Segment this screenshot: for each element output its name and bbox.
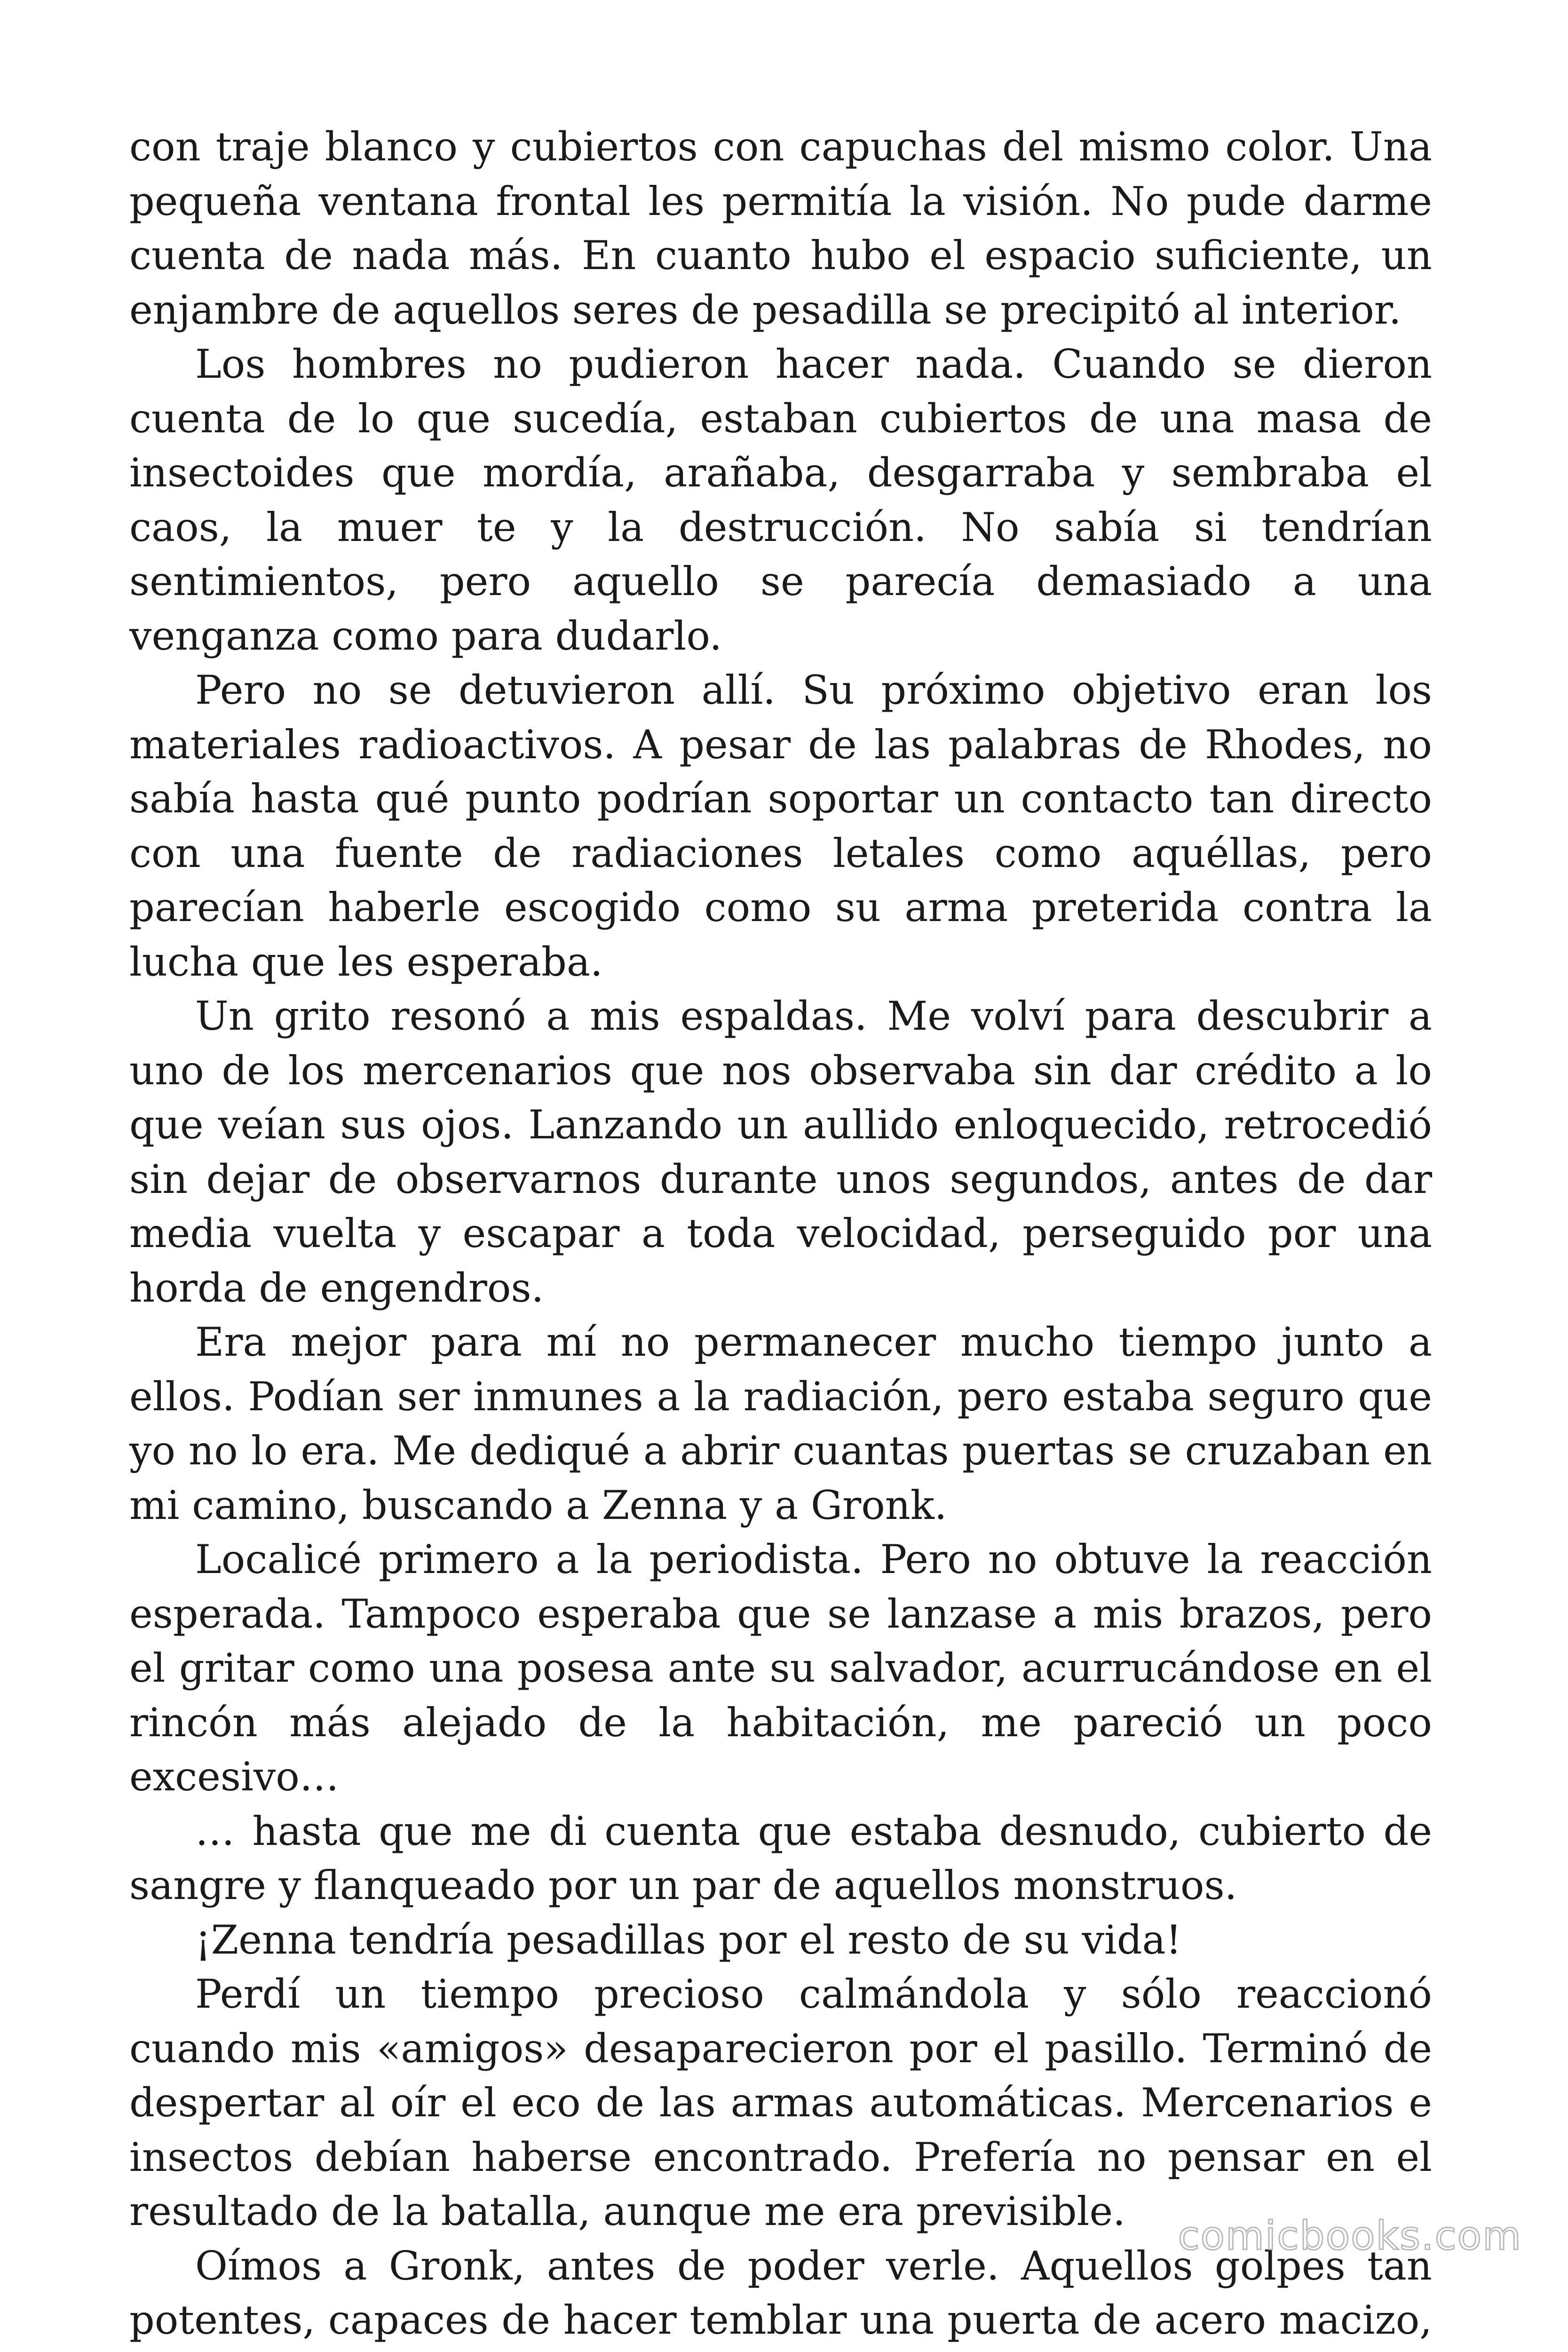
paragraph: Perdí un tiempo precioso calmándola y sólo reaccionó cuando mis «amigos» desaparecieron por el pasillo. Terminó de despertar al oír el eco de las armas automáticas. Mercenarios e insectos debían haberse encontrado. Prefería no pensar en el resultado de la batalla, aunque me era previsible.: [129, 1971, 1432, 2234]
paragraph: … hasta que me di cuenta que estaba desnudo, cubierto de sangre y flanqueado por un par de aquellos monstruos.: [129, 1808, 1432, 1908]
paragraph: Los hombres no pudieron hacer nada. Cuando se dieron cuenta de lo que sucedía, estaban cubiertos de una masa de insectoides que mordía, arañaba, desgarraba y sembraba el caos, la muer te y la destrucción. No sabía si tendrían sentimientos, pero aquello se parecía demasiado a una venganza como para dudarlo.: [129, 341, 1432, 659]
paragraph: Localicé primero a la periodista. Pero no obtuve la reacción esperada. Tampoco esperaba que se lanzase a mis brazos, pero el gritar como una posesa ante su salvador, acurrucándose en el rincón más alejado de la habitación, me pareció un poco excesivo…: [129, 1536, 1432, 1800]
paragraph: ¡Zenna tendría pesadillas por el resto de su vida!: [195, 1916, 1182, 1963]
paragraph: con traje blanco y cubiertos con capuchas del mismo color. Una pequeña ventana frontal les permitía la visión. No pude darme cuenta de nada más. En cuanto hubo el espacio suficiente, un enjambre de aquellos seres de pesadilla se precipitó al interior.: [129, 124, 1432, 333]
paragraph: Pero no se detuvieron allí. Su próximo objetivo eran los materiales radioactivos. A pesar de las palabras de Rhodes, no sabía hasta qué punto podrían soportar un contacto tan directo con una fuente de radiaciones letales como aquéllas, pero parecían haberle escogido como su arma preterida contra la lucha que les esperaba.: [129, 667, 1432, 985]
watermark: comicbooks.com: [1178, 2213, 1522, 2259]
paragraph: Oímos a Gronk, antes de poder verle. Aquellos golpes tan potentes, capaces de hacer temblar una puerta de acero macizo,: [129, 2242, 1432, 2343]
page-body: [129, 120, 1432, 2352]
paragraph: Era mejor para mí no permanecer mucho tiempo junto a ellos. Podían ser inmunes a la radiación, pero estaba seguro que yo no lo era. Me dediqué a abrir cuantas puertas se cruzaban en mi camino, buscando a Zenna y a Gronk.: [129, 1319, 1432, 1528]
paragraph: Un grito resonó a mis espaldas. Me volví para descubrir a uno de los mercenarios que nos observaba sin dar crédito a lo que veían sus ojos. Lanzando un aullido enloquecido, retrocedió sin dejar de observarnos durante unos segundos, antes de dar media vuelta y escapar a toda velocidad, perseguido por una horda de engendros.: [129, 993, 1432, 1311]
